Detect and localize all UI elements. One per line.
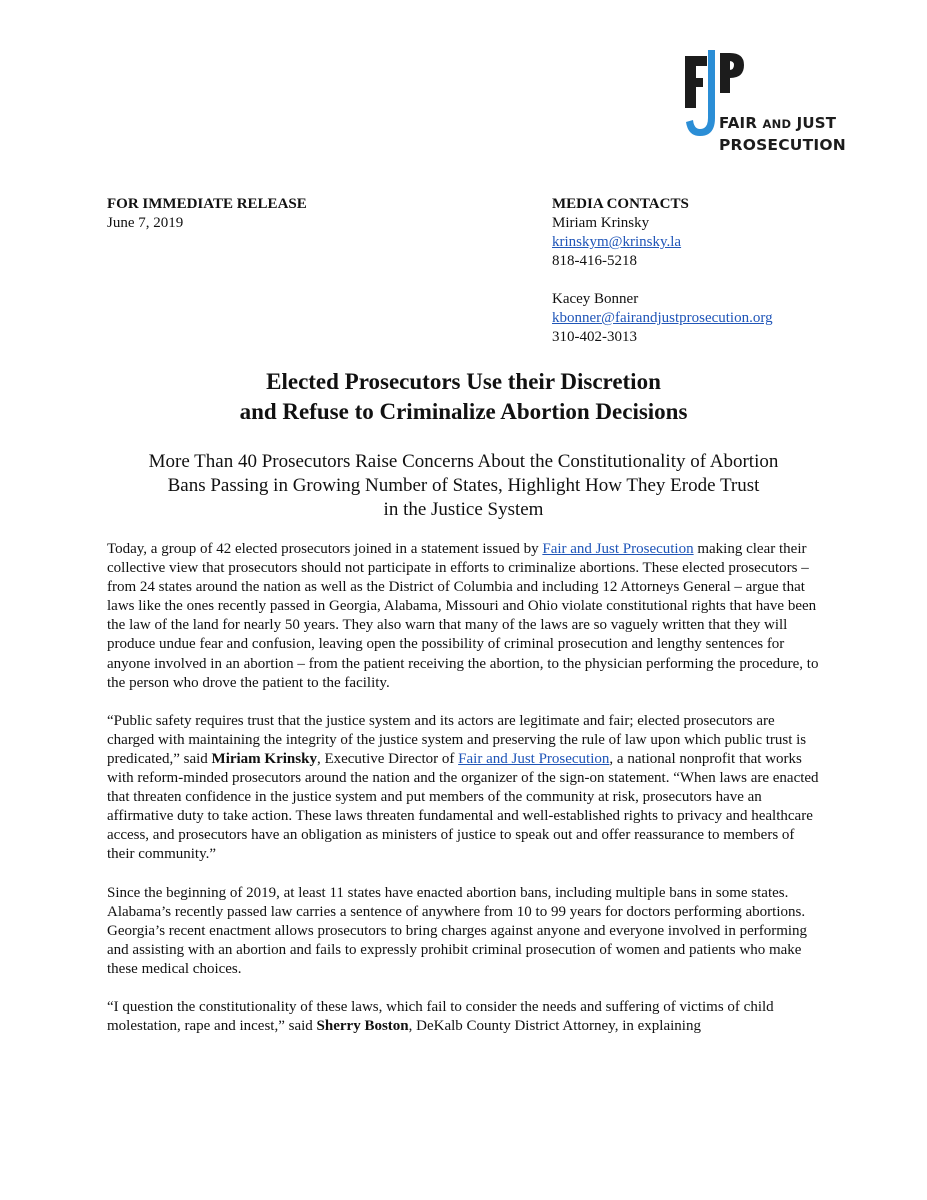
body-paragraph: Since the beginning of 2019, at least 11 states have enacted abortion bans, including multiple bans in some states. Alabama’s recently passed law carries a sentence of anywhere from 10 to 99 years for doctors performing abortions. Georgia’s recent enactment allows prosecutors to bring charges against anyone and everyone involved in performing and assisting with an abortion and fails to expressly prohibit criminal prosecution of women and patients who make these medical choices. xyxy=(107,884,808,977)
contact-email-link[interactable]: krinskym@krinsky.la xyxy=(552,234,682,250)
contact-email-link[interactable]: kbonner@fairandjustprosecution.org xyxy=(552,310,773,326)
paragraph-text: “I question the constitutionality of these laws, which fail to consider the needs and suffering of victims of child molestation, rape and incest,” said xyxy=(107,998,774,1035)
logo-wordmark xyxy=(719,113,846,156)
release-block xyxy=(107,195,307,233)
fjp-logo xyxy=(682,50,862,160)
fjp-link[interactable]: Fair and Just Prosecution xyxy=(458,750,610,767)
release-label: FOR IMMEDIATE RELEASE xyxy=(107,196,307,212)
paragraph-text: , Executive Director of xyxy=(316,750,459,767)
paragraph-text: , DeKalb County District Attorney, in explaining xyxy=(408,1018,701,1035)
paragraph-text: making clear their collective view that prosecutors should not participate in efforts to criminalize abortions. These elected prosecutors – from 24 states around the nation as well as the District of Columbia and including 12 Attorneys General – argue that laws like the ones recently passed in Georgia, Alabama, Missouri and Ohio violate constitutional rights that have been the law of the land for nearly 50 years. They also warn that many of the laws are so vaguely written that they will produce undue fear and confusion, leaving open the possibility of criminal prosecution and lengthy sentences for anyone involved in an abortion – from the patient receiving the abortion, to the physician performing the procedure, to the person who drove the patient to the facility. xyxy=(107,541,819,691)
contact-name: Miriam Krinsky xyxy=(552,215,650,231)
contact-phone: 310-402-3013 xyxy=(552,329,637,345)
paragraph-text: Today, a group of 42 elected prosecutors joined in a statement issued by xyxy=(107,541,543,557)
headline xyxy=(107,367,820,427)
contact-name: Kacey Bonner xyxy=(552,291,639,307)
media-contacts-label: MEDIA CONTACTS xyxy=(552,196,689,212)
media-contacts xyxy=(552,195,773,347)
subheadline-line: More Than 40 Prosecutors Raise Concerns About the Constitutionality of Abortion xyxy=(148,451,779,472)
logo-word-fair: FAIR xyxy=(719,114,758,132)
contact-phone: 818-416-5218 xyxy=(552,253,637,269)
body-paragraph xyxy=(107,540,823,693)
logo-word-just: JUST xyxy=(796,114,837,132)
quoted-person-name: Miriam Krinsky xyxy=(211,750,317,767)
logo-word-prosecution: PROSECUTION xyxy=(719,136,846,154)
headline-line: Elected Prosecutors Use their Discretion xyxy=(266,369,661,394)
body-paragraph xyxy=(107,712,823,865)
logo-word-and: AND xyxy=(762,117,792,131)
release-date: June 7, 2019 xyxy=(107,215,184,231)
body-paragraph xyxy=(107,998,823,1036)
paragraph-text: , a national nonprofit that works with reform-minded prosecutors around the nation and the organizer of the sign-on statement. “When laws are enacted that threaten confidence in the justice system and put members of the community at risk, prosecutors have an affirmative duty to take action. These laws threaten fundamental and well-established rights to privacy and healthcare access, and prosecutors have an obligation as ministers of justice to speak out and offer reassurance to members of their community.” xyxy=(107,750,819,863)
quoted-person-name: Sherry Boston xyxy=(316,1018,409,1035)
subheadline xyxy=(107,450,820,522)
paragraph-text: “Public safety requires trust that the justice system and its actors are legitimate and fair; elected prosecutors are charged with maintaining the integrity of the justice system and preserving the rule of law upon which public trust is predicated,” said xyxy=(107,712,807,767)
fjp-link[interactable]: Fair and Just Prosecution xyxy=(542,541,694,557)
press-release-body xyxy=(107,540,823,1055)
subheadline-line: in the Justice System xyxy=(383,499,544,520)
headline-line: and Refuse to Criminalize Abortion Decisions xyxy=(239,399,688,424)
subheadline-line: Bans Passing in Growing Number of States, Highlight How They Erode Trust xyxy=(167,475,760,496)
